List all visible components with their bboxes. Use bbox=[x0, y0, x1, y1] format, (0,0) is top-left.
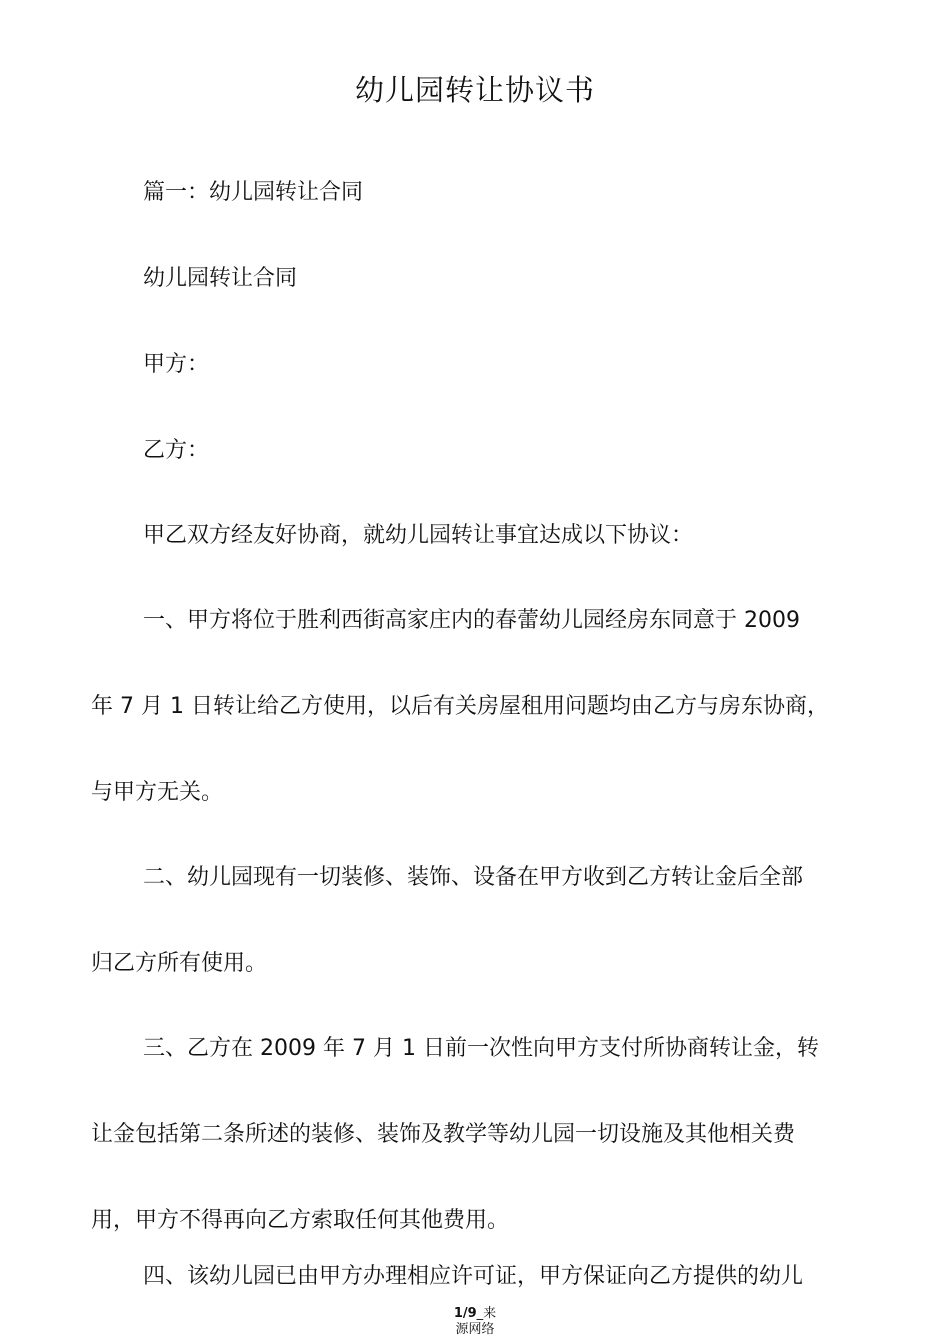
footer-line-1 bbox=[0, 1306, 950, 1322]
party-b-label: 乙方： bbox=[143, 438, 210, 463]
clause-2-line-2: 归乙方所有使用。 bbox=[91, 951, 268, 976]
clause-1-line-2: 年 7 月 1 日转让给乙方使用，以后有关房屋租用问题均由乙方与房东协商， bbox=[91, 694, 829, 719]
clause-1-line-1: 一、甲方将位于胜利西街高家庄内的春蕾幼儿园经房东同意于 2009 bbox=[143, 608, 800, 633]
footer-source-part-1: _来 bbox=[476, 1306, 497, 1321]
section-heading: 篇一：幼儿园转让合同 bbox=[143, 180, 364, 205]
contract-title: 幼儿园转让合同 bbox=[143, 266, 298, 291]
page-footer bbox=[0, 1306, 950, 1338]
document-title: 幼儿园转让协议书 bbox=[354, 73, 595, 107]
clause-2-line-1: 二、幼儿园现有一切装修、装饰、设备在甲方收到乙方转让金后全部 bbox=[143, 865, 804, 890]
preamble-paragraph: 甲乙双方经友好协商，就幼儿园转让事宜达成以下协议： bbox=[143, 523, 694, 548]
clause-3-line-3: 用，甲方不得再向乙方索取任何其他费用。 bbox=[91, 1208, 510, 1233]
clause-1-line-3: 与甲方无关。 bbox=[91, 780, 224, 805]
clause-4-line-1: 四、该幼儿园已由甲方办理相应许可证，甲方保证向乙方提供的幼儿 bbox=[143, 1264, 804, 1289]
page-number: 1/9 bbox=[453, 1306, 477, 1321]
clause-3-line-1: 三、乙方在 2009 年 7 月 1 日前一次性向甲方支付所协商转让金，转 bbox=[143, 1036, 819, 1061]
party-a-label: 甲方： bbox=[143, 352, 210, 377]
clause-3-line-2: 让金包括第二条所述的装修、装饰及教学等幼儿园一切设施及其他相关费 bbox=[91, 1122, 796, 1147]
footer-source-part-2: 源网络 bbox=[455, 1322, 495, 1337]
